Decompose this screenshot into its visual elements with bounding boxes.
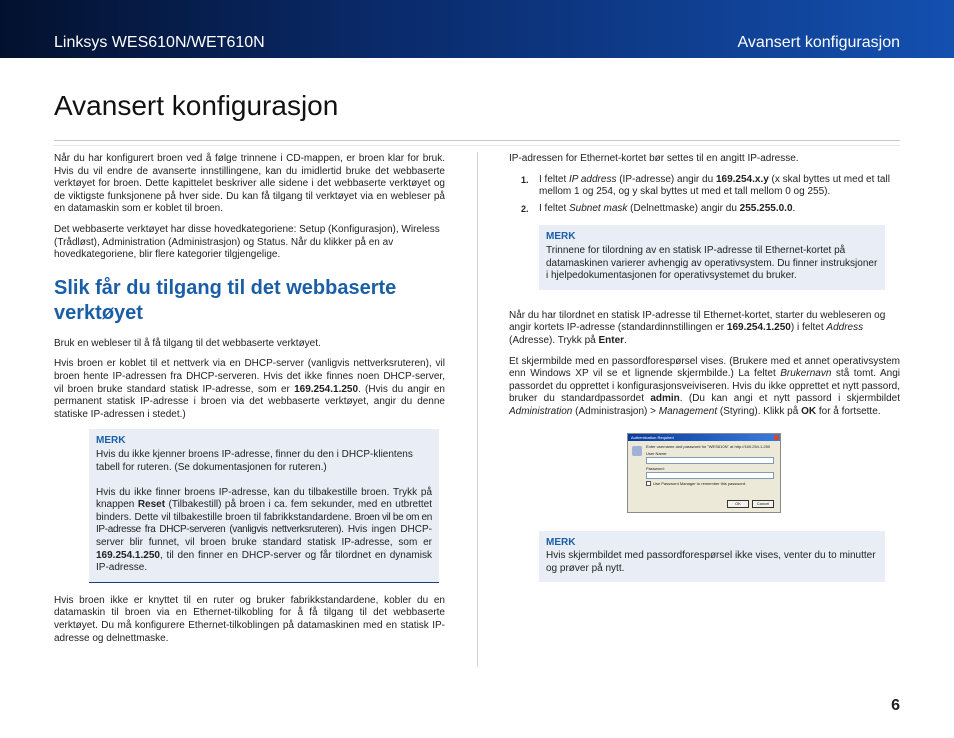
steps-list [509, 174, 900, 216]
default-ip: 169.254.1.250 [726, 322, 791, 334]
default-ip: 169.254.1.250 [294, 383, 359, 395]
column-divider [477, 152, 478, 667]
ok-button: OK [727, 500, 749, 508]
browser-paragraph: Bruk en webleser til å få tilgang til det webbaserte verktøyet. [54, 337, 321, 349]
password-paragraph: Et skjermbilde med en passordforespørsel vises. (Brukere med et annet operativsystem enn Windows XP vil se et lignende skjermbilde.) La feltet Brukernavn stå tomt. Angi passordet du opprettet i konfigurasjonsveiviseren. Hvis du ikke opprettet et nytt passord, bruker du standardpassordet admin. (Du kan angi et nytt passord i skjermbildet Administration (Administrasjon) > Management (Styring). Klikk på OK for å fortsette. [509, 355, 900, 417]
note-text: Hvis du ikke kjenner broens IP-adresse, finner du den i DHCP-klientens tabell for ruteren. (Se dokumentasjonen for ruteren.) [96, 448, 413, 473]
right-column [509, 153, 900, 594]
dialog-buttons [724, 500, 774, 508]
key-icon [632, 446, 642, 456]
default-password: admin [650, 393, 680, 405]
user-name-input [646, 457, 774, 464]
dialog-body [646, 444, 774, 486]
note-title: MERK [546, 231, 576, 243]
dialog-prompt: Enter username and password for "WES610N" at http://169.254.1.250 [646, 443, 771, 449]
note-title: MERK [96, 435, 126, 447]
ethernet-ip-paragraph: IP-adressen for Ethernet-kortet bør settes til en angitt IP-adresse. [509, 153, 799, 164]
note-text: Hvis skjermbildet med passordforespørsel ikke vises, venter du to minutter og prøver på nytt. [546, 550, 876, 574]
cancel-button: Cancel [752, 500, 774, 508]
login-dialog-screenshot [627, 433, 781, 513]
note-text: Trinnene for tilordning av en statisk IP-adresse til Ethernet-kortet på datamaskinen varierer avhengig av operativsystem. Du finner instruksjoner i hjelpedokumentasjonen for operativsystemet du bruker. [546, 244, 878, 282]
close-icon [774, 435, 779, 440]
list-item: 1. I feltet IP address (IP-adresse) angir du 169.254.x.y (x skal byttes ut med et tall mellom 1 og 254, og y skal byttes ut med et tall mellom 0 og 255). [521, 173, 890, 198]
user-name-label: User Name: [646, 450, 668, 456]
left-column [54, 153, 445, 653]
note-box-os [539, 225, 885, 289]
section-heading: Slik får du tilgang til det webbaserte verktøyet [54, 276, 397, 324]
password-label: Password: [646, 465, 665, 471]
dialog-title: Authentication Required [628, 434, 780, 441]
enter-key-label: Enter [598, 334, 625, 346]
browser-address-paragraph: Når du har tilordnet en statisk IP-adresse til Ethernet-kortet, starter du webleseren og angir kortets IP-adresse (standardinnstillingen er 169.254.1.250) i feltet Address (Adresse). Trykk på Enter. [509, 309, 886, 346]
title-divider-secondary [54, 145, 900, 146]
note-title: MERK [546, 536, 576, 548]
list-item: 2. I feltet Subnet mask (Delnettmaske) angir du 255.255.0.0. [521, 202, 796, 214]
title-divider [54, 140, 900, 141]
checkbox [646, 481, 651, 486]
dhcp-paragraph: Hvis broen er koblet til et nettverk via en DHCP-server (vanligvis nettverksruteren), vil broen hente IP-adressen fra DHCP-serveren. Hvis det ikke finnes noen DHCP-server, vil broen bruke standard statisk IP-adresse, som er 169.254.1.250. (Hvis du angir en permanent statisk IP-adresse i broen via det webbaserte verktøyet, angir du denne statiske IP-adressen i stedet.) [54, 358, 445, 420]
ok-label: OK [801, 405, 817, 417]
ethernet-paragraph: Hvis broen ikke er knyttet til en ruter og bruker fabrikkstandardene, kobler du en datamaskin til broen via en Ethernet-tilkobling for å få tilgang til det webbaserte verktøyet. Du må konfigurere Ethernet-tilkoblingen på datamaskinen med en statisk IP-adresse og delnettmaske. [54, 594, 445, 644]
note-box-wait [539, 531, 885, 583]
categories-paragraph: Det webbaserte verktøyet har disse hovedkategoriene: Setup (Konfigurasjon), Wireless (Trådløst), Administration (Administrasjon) og Status. Når du klikker på en av hovedkategoriene, blir flere kategorier tilgjengelige. [54, 223, 440, 261]
note-text-reset: Hvis du ikke finner broens IP-adresse, kan du tilbakestille broen. Trykk på knappen Reset (Tilbakestill) på broen i ca. fem sekunder, med en utbrettet binders. Dette vil tilbakestille broen til fabrikkstandardene. Broen vil be om en IP-adresse fra DHCP-serveren (vanligvis nettverksruteren). Hvis ingen DHCP-server blir funnet, vil broen bruke standard statisk IP-adresse, som er 169.254.1.250, til den finner en DHCP-server og får tilordnet en dynamisk IP-adresse. [96, 486, 432, 574]
note-box-ip [89, 429, 439, 583]
remember-checkbox-row: Use Password Manager to remember this password. [646, 481, 774, 486]
reset-label: Reset [137, 499, 166, 511]
intro-paragraph: Når du har konfigurert broen ved å følge trinnene i CD-mappen, er broen klar for bruk. Hvis du vil endre de avanserte innstillingene, kan du imidlertid bruke det webbaserte verktøyet for broen. Dette kapittelet beskriver alle sidene i det webbaserte verktøyet og de viktigste funksjonene på hver side. Du kan få tilgang til verktøyet via en webleser på en datamaskin som er koblet til broen. [54, 153, 445, 215]
page-title: Avansert konfigurasjon [54, 90, 339, 121]
header-chapter-name: Avansert konfigurasjon [737, 34, 900, 51]
password-input [646, 472, 774, 479]
page-header [0, 0, 954, 58]
default-ip: 169.254.1.250 [96, 549, 160, 561]
header-product-name: Linksys WES610N/WET610N [54, 34, 265, 51]
page-number: 6 [891, 697, 900, 714]
